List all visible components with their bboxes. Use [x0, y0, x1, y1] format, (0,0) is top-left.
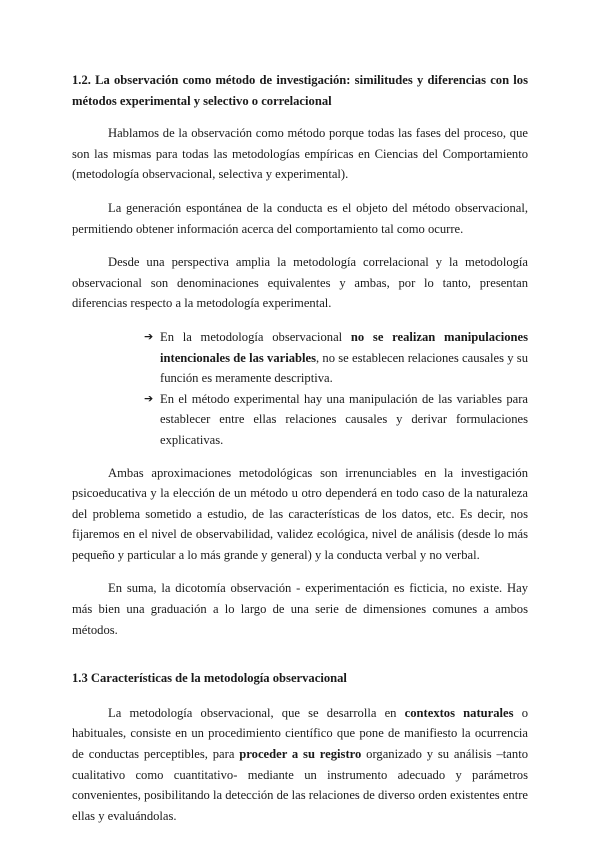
paragraph-emphasis: contextos naturales [404, 705, 514, 720]
list-item-emphasis: no se realizan manipulaciones intencionales de las variables [160, 329, 528, 365]
section-heading: 1.2. La observación como método de investigación: similitudes y diferencias con los métodos experimental y selectivo o correlacional [72, 73, 528, 108]
list-item [144, 327, 528, 389]
paragraph: Ambas aproximaciones metodológicas son irrenunciables en la investigación psicoeducativa y la elección de un método u otro dependerá en todo caso de la naturaleza del problema sometido a estudio, de las características de los datos, etc. Es decir, nos fijaremos en el nivel de observabilidad, validez ecológica, nivel de análisis (desde lo más pequeño y particular a lo más grande y general) y la conducta verbal y no verbal. [72, 465, 528, 562]
arrow-right-icon: ➔ [144, 391, 154, 405]
paragraph: Hablamos de la observación como método porque todas las fases del proceso, que son las mismas para todas las metodologías empíricas en Ciencias del Comportamiento (metodología observacional, selectiva y experimental). [72, 126, 528, 182]
arrow-right-icon: ➔ [144, 329, 154, 343]
paragraph: Desde una perspectiva amplia la metodología correlacional y la metodología observacional son denominaciones equivalentes y ambas, por lo tanto, presentan diferencias respecto a la metodología experimental. [72, 255, 528, 311]
paragraph-text: La metodología observacional, que se desarrolla en [108, 705, 405, 720]
bullet-list [72, 327, 528, 451]
paragraph [72, 703, 528, 827]
list-item [144, 389, 528, 451]
list-item-text: En el método experimental hay una manipulación de las variables para establecer entre ellas relaciones causales y derivar formulaciones explicativas. [160, 391, 528, 447]
paragraph: La generación espontánea de la conducta es el objeto del método observacional, permitiendo obtener información acerca del comportamiento tal como ocurre. [72, 200, 528, 236]
paragraph-emphasis: proceder a su registro [239, 747, 362, 762]
paragraph-text: o habituales, consiste en un procedimiento científico que pone de manifiesto la ocurrencia de conductas perceptibles, para [72, 705, 529, 762]
section-heading: 1.3 Características de la metodología observacional [72, 671, 347, 686]
list-item-text: , no se establecen relaciones causales y su función es meramente descriptiva. [160, 350, 528, 386]
paragraph: En suma, la dicotomía observación - experimentación es ficticia, no existe. Hay más bien una graduación a lo largo de una serie de dimensiones comunes a ambos métodos. [72, 581, 528, 637]
list-item-text: En la metodología observacional [160, 329, 351, 344]
paragraph-text: organizado y su análisis –tanto cualitativo como cuantitativo- mediante un instrumento adecuado y parámetros convenientes, posibilitando la detección de las relaciones de diverso orden existentes entre ellas y evaluándolas. [72, 747, 529, 823]
